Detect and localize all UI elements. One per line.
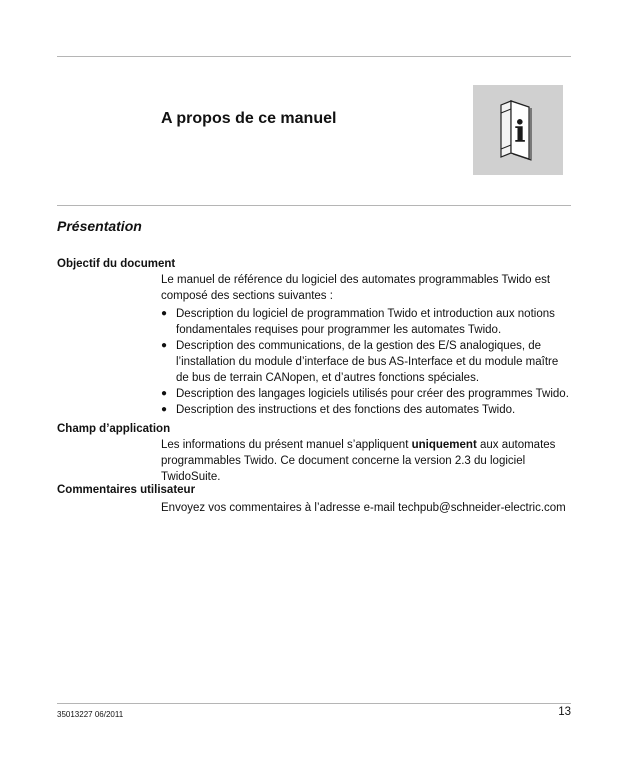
footer-divider: [57, 703, 571, 704]
champ-text-start: Les informations du présent manuel s’appliquent: [161, 439, 412, 451]
bullet-item: ● Description des langages logiciels utilisés pour créer des programmes Twido.: [161, 386, 573, 402]
chapter-title: A propos de ce manuel: [161, 110, 337, 127]
objectif-body: [161, 272, 573, 418]
svg-text:i: i: [514, 115, 526, 150]
champ-body: [161, 437, 573, 485]
subheading-champ: Champ d’application: [57, 423, 171, 435]
subheading-commentaires: Commentaires utilisateur: [57, 484, 196, 496]
section-title-presentation: Présentation: [57, 218, 142, 234]
objectif-intro: Le manuel de référence du logiciel des automates programmables Twido est composé des sections suivantes :: [161, 274, 551, 302]
champ-text-emphasis: uniquement: [411, 439, 477, 451]
objectif-bullet-list: [161, 306, 573, 418]
bullet-item: ● Description du logiciel de programmation Twido et introduction aux notions fondamentales requises pour programmer les automates Twido.: [161, 306, 573, 338]
page-number: 13: [558, 706, 571, 718]
section-divider: [57, 205, 571, 206]
champ-text: [161, 437, 573, 485]
bullet-item: ● Description des instructions et des fonctions des automates Twido.: [161, 402, 573, 418]
champ-text-end: aux automates programmables Twido. Ce document concerne la version 2.3 du logiciel TwidoSuite.: [161, 439, 556, 483]
footer-doc-ref: 35013227 06/2011: [57, 710, 124, 719]
bullet-item: ● Description des communications, de la gestion des E/S analogiques, de l’installation du module d’interface de bus AS-Interface et du module maître de bus de terrain CANopen, et d’autres fonctions spéciales.: [161, 338, 573, 386]
top-divider: [57, 56, 571, 57]
commentaires-text: Envoyez vos commentaires à l’adresse e-mail techpub@schneider-electric.com: [161, 502, 566, 514]
commentaires-body: [161, 500, 573, 516]
subheading-objectif: Objectif du document: [57, 258, 176, 270]
info-book-icon: [473, 85, 563, 175]
